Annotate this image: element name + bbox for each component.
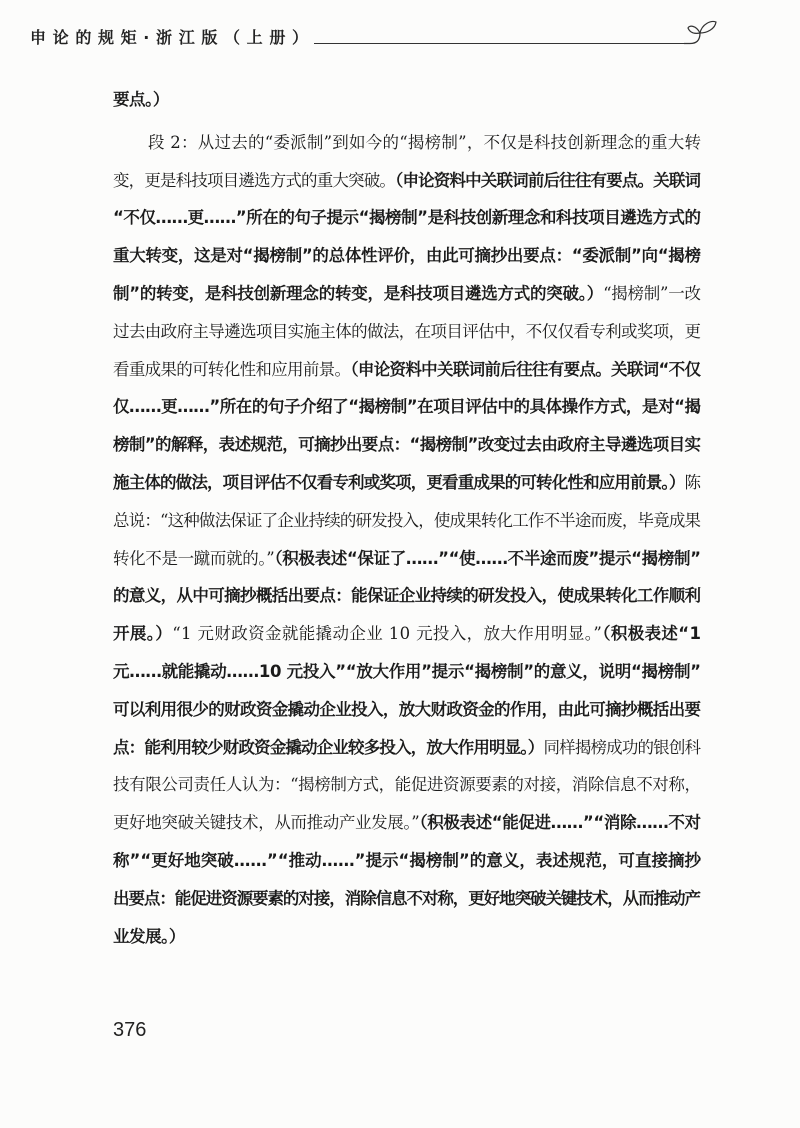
text-line xyxy=(113,237,701,275)
book-title xyxy=(30,27,315,49)
source-text: 段 2：从过去的“委派制”到如今的“揭榜制”，不仅是科技创新理念的重大转 xyxy=(148,132,702,152)
text-line xyxy=(113,199,701,237)
annotation-text: 点：能利用较少财政资金撬动企业较多投入，放大作用明显。） xyxy=(113,737,544,757)
annotation-text: （积极表述“保证了……”“使……不半途而废”提示“揭榜制” xyxy=(274,548,701,568)
text-line xyxy=(113,842,701,880)
line-content xyxy=(113,927,185,946)
line-content xyxy=(113,549,701,568)
text-line xyxy=(113,502,701,540)
source-text: 技有限公司责任人认为：“揭榜制方式，能促进资源要素的对接，消除信息不对称， xyxy=(113,775,701,795)
source-text: 更好地突破关键技术，从而推动产业发展。” xyxy=(113,813,420,833)
header-rule xyxy=(314,43,688,44)
text-line xyxy=(113,313,701,351)
sprout-icon xyxy=(684,12,720,48)
line-content xyxy=(113,511,700,530)
line-content xyxy=(113,360,700,379)
text-line xyxy=(113,766,701,804)
line-content xyxy=(113,208,701,227)
annotation-text: 施主体的做法，项目评估不仅看专利或奖项，更看重成果的可转化性和应用前景。） xyxy=(113,472,685,492)
annotation-text: 开展。） xyxy=(113,624,173,644)
line-content xyxy=(113,662,701,681)
text-line xyxy=(113,388,701,426)
annotation-text: 的意义，从中可摘抄概括出要点：能保证企业持续的研发投入，使成果转化工作顺利 xyxy=(113,586,701,606)
text-line xyxy=(113,275,701,313)
source-text: 同样揭榜成功的银创科 xyxy=(543,737,701,757)
line-content xyxy=(113,775,701,794)
line-content xyxy=(113,700,700,719)
annotation-text: 可以利用很少的财政资金撬动企业投入，放大财政资金的作用，由此可摘抄概括出要 xyxy=(113,699,701,719)
line-content xyxy=(113,624,701,643)
source-text: “1 元财政资金就能撬动企业 10 元投入，放大作用明显。” xyxy=(172,624,603,644)
body-text xyxy=(113,81,701,955)
text-line xyxy=(113,124,701,162)
annotation-text: 榜制”的解释，表述规范，可摘抄出要点：“揭榜制”改变过去由政府主导遴选项目实 xyxy=(113,435,701,455)
line-content xyxy=(113,397,701,416)
line-content xyxy=(113,171,700,190)
text-line xyxy=(113,464,701,502)
annotation-text: 业发展。） xyxy=(113,926,185,946)
annotation-text: 称”“更好地突破……”“推动……”提示“揭榜制”的意义，表述规范，可直接摘抄 xyxy=(113,850,702,870)
line-content xyxy=(113,246,701,265)
annotation-text: 出要点：能促进资源要素的对接，消除信息不对称，更好地突破关键技术，从而推动产 xyxy=(113,888,700,908)
annotation-text: （申论资料中关联词前后往往有要点。关联词 xyxy=(395,170,701,190)
text-line xyxy=(113,804,701,842)
text-line xyxy=(113,81,701,119)
source-text: 总说：“这种做法保证了企业持续的研发投入，使成果转化工作不半途而废，毕竟成果 xyxy=(113,510,701,530)
page-number: 376 xyxy=(113,1019,147,1041)
line-content xyxy=(113,322,700,341)
text-line xyxy=(113,729,701,767)
annotation-text: （申论资料中关联词前后往往有要点。关联词“不仅 xyxy=(350,359,701,379)
line-content xyxy=(113,90,169,109)
book-title-text: 申论的规矩·浙江版（上册） xyxy=(30,28,315,47)
source-text: 变，更是科技项目遴选方式的重大突破。 xyxy=(113,170,396,190)
source-text: “揭榜制”一改 xyxy=(603,283,701,303)
line-content xyxy=(113,738,700,757)
line-content xyxy=(148,133,701,152)
source-text: 陈 xyxy=(684,472,701,492)
text-line xyxy=(113,162,701,200)
text-line xyxy=(113,653,701,691)
annotation-text: “不仅……更……”所在的句子提示“揭榜制”是科技创新理念和科技项目遴选方式的 xyxy=(113,208,701,228)
text-line xyxy=(113,880,701,918)
annotation-text: （积极表述“1 xyxy=(602,624,702,644)
line-content xyxy=(113,473,700,492)
line-content xyxy=(113,851,701,870)
text-line xyxy=(113,577,701,615)
text-line xyxy=(113,426,701,464)
text-line xyxy=(113,540,701,578)
annotation-text: 制”的转变，是科技创新理念的转变，是科技项目遴选方式的突破。） xyxy=(113,283,604,303)
line-content xyxy=(113,889,700,908)
annotation-text: （积极表述“能促进……”“消除……不对 xyxy=(419,813,701,833)
line-content xyxy=(113,813,701,832)
text-line xyxy=(113,918,701,956)
source-text: 过去由政府主导遴选项目实施主体的做法，在项目评估中，不仅仅看专利或奖项，更 xyxy=(113,321,701,341)
annotation-text: 重大转变，这是对“揭榜制”的总体性评价，由此可摘抄出要点：“委派制”向“揭榜 xyxy=(113,246,701,266)
line-content xyxy=(113,435,700,454)
source-text: 转化不是一蹴而就的。” xyxy=(113,548,275,568)
annotation-text: 仅……更……”所在的句子介绍了“揭榜制”在项目评估中的具体操作方式，是对“揭 xyxy=(113,397,701,417)
text-line xyxy=(113,691,701,729)
annotation-text: 元……就能撬动……10 元投入”“放大作用”提示“揭榜制”的意义，说明“揭榜制” xyxy=(113,661,701,681)
text-line xyxy=(113,615,701,653)
line-content xyxy=(113,586,700,605)
annotation-text: 要点。） xyxy=(113,90,169,109)
source-text: 看重成果的可转化性和应用前景。 xyxy=(113,359,351,379)
line-content xyxy=(113,284,701,303)
text-line xyxy=(113,351,701,389)
